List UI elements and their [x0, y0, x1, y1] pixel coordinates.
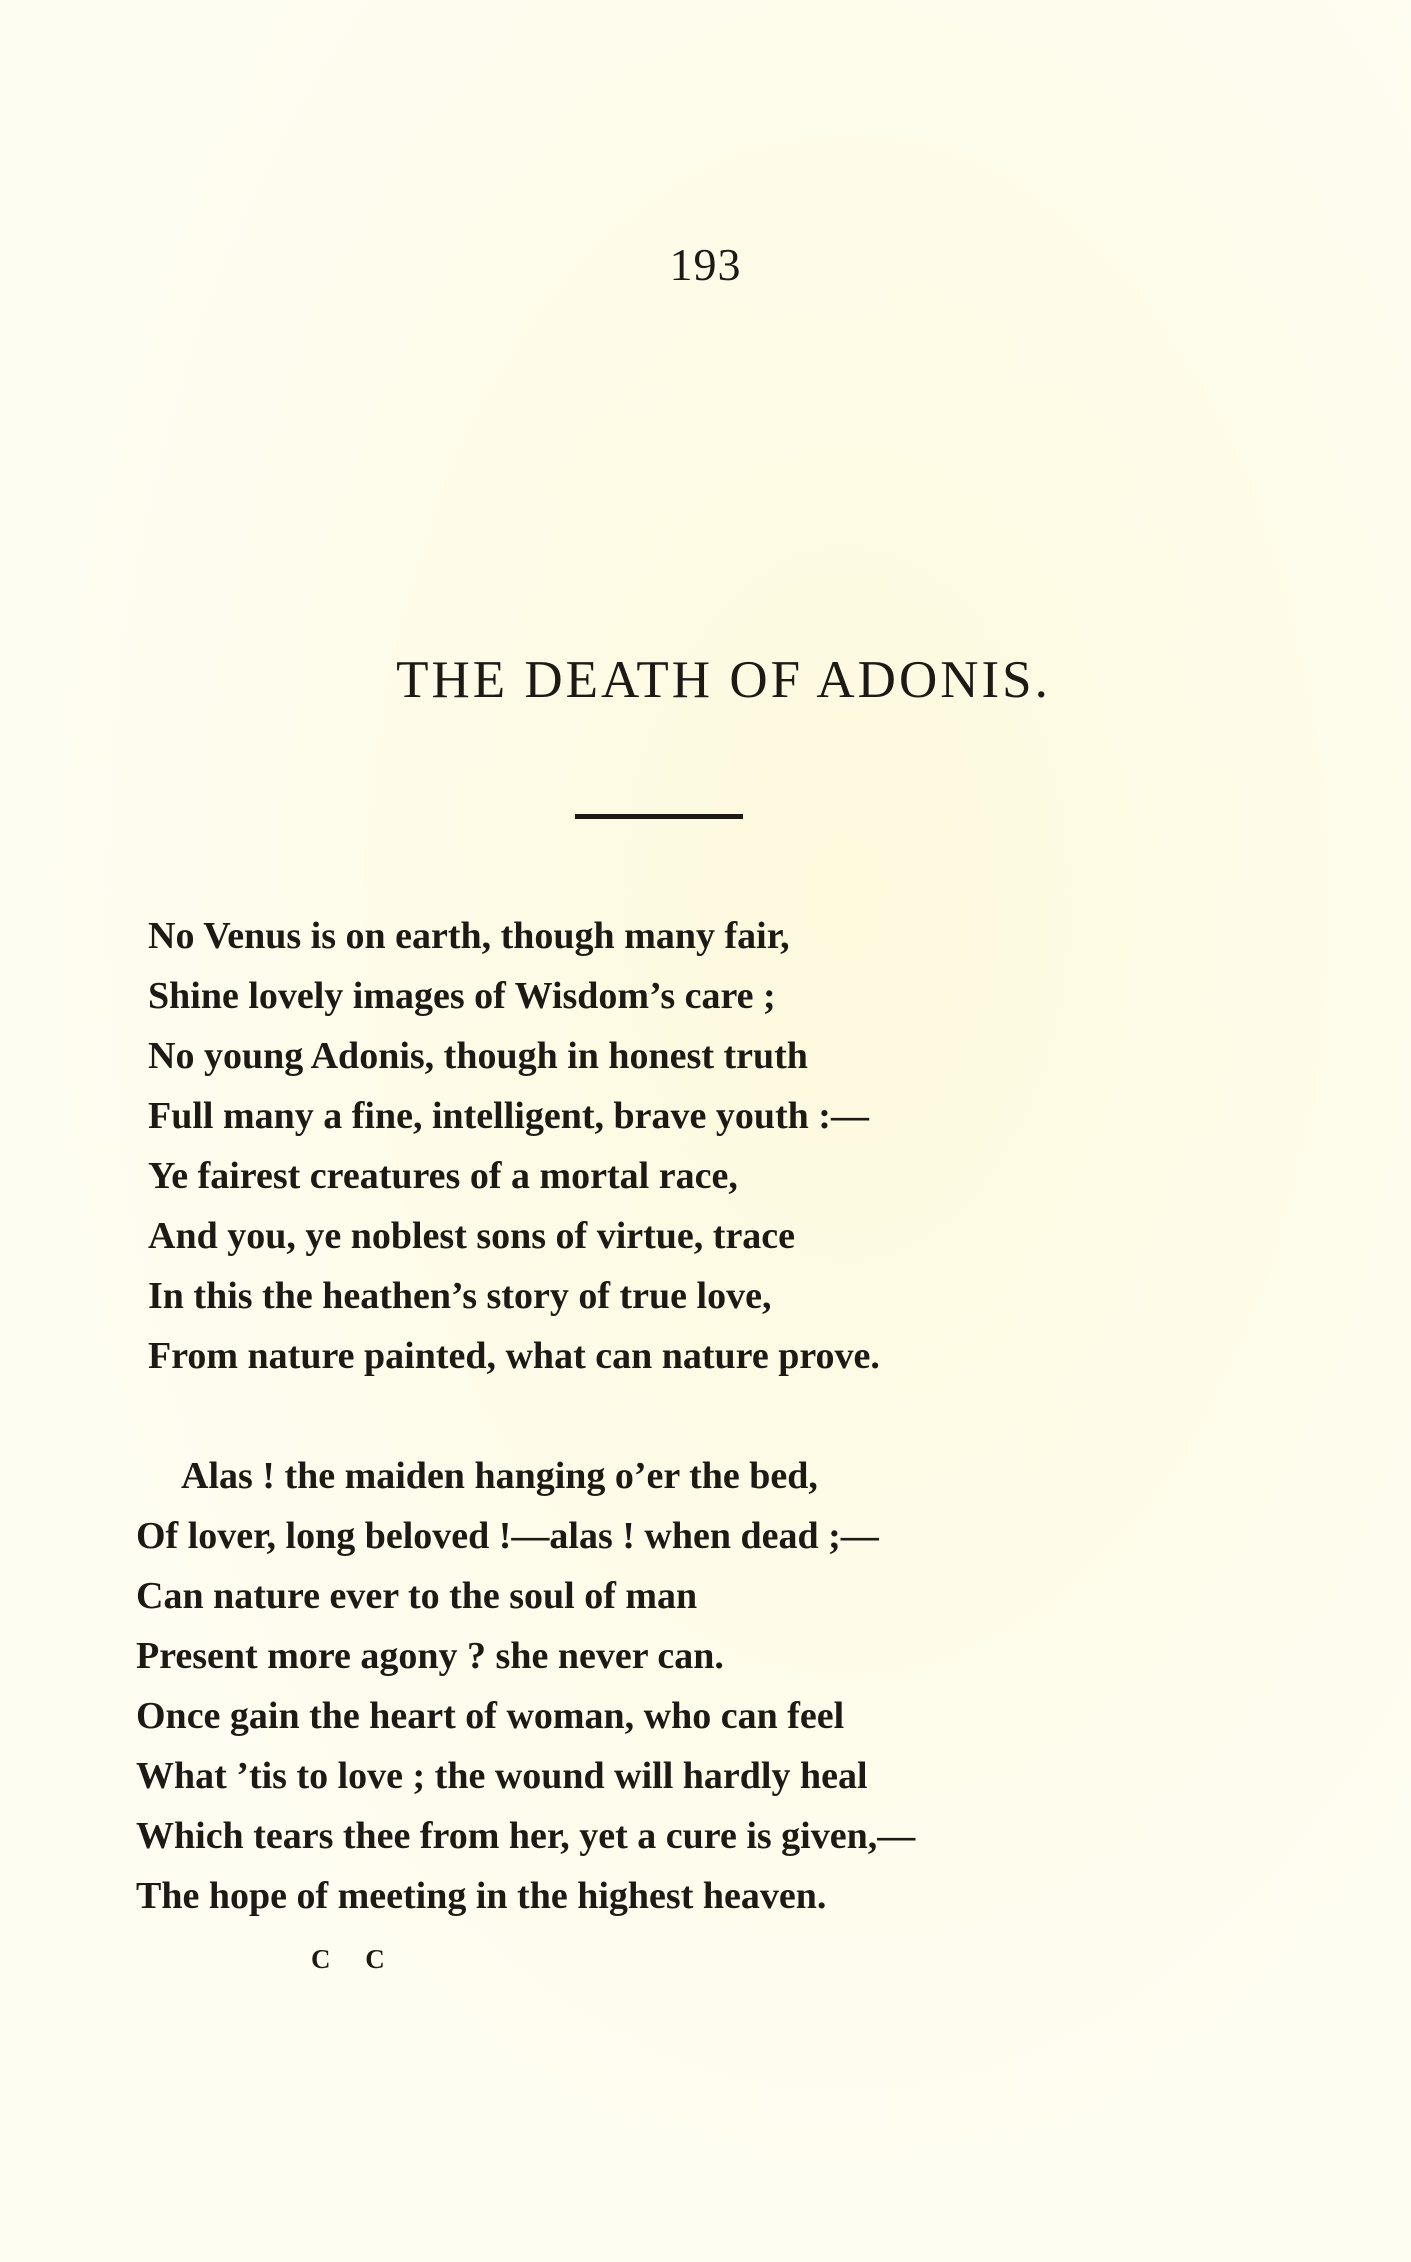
poem-line: Once gain the heart of woman, who can feel — [136, 1695, 845, 1737]
poem-line: Which tears thee from her, yet a cure is given,— — [136, 1815, 916, 1857]
poem-line: And you, ye noblest sons of virtue, trace — [148, 1215, 796, 1257]
poem-title: THE DEATH OF ADONIS. — [396, 651, 1051, 709]
poem-line: Present more agony ? she never can. — [136, 1635, 724, 1677]
poem-line: No Venus is on earth, though many fair, — [148, 915, 790, 957]
poem-line: What ’tis to love ; the wound will hardly heal — [136, 1755, 868, 1797]
title-divider-rule — [575, 814, 743, 819]
poem-line: No young Adonis, though in honest truth — [148, 1035, 808, 1077]
poem-line: Can nature ever to the soul of man — [136, 1575, 698, 1617]
poem-line: Of lover, long beloved !—alas ! when dead ;— — [136, 1515, 879, 1557]
poem-line: Alas ! the maiden hanging o’er the bed, — [181, 1455, 818, 1497]
poem-line: The hope of meeting in the highest heaven. — [136, 1875, 827, 1917]
poem-line: Shine lovely images of Wisdom’s care ; — [148, 975, 776, 1017]
signature-mark: C C — [311, 1944, 399, 1974]
poem-line: Full many a fine, intelligent, brave youth :— — [148, 1095, 869, 1137]
poem-line: From nature painted, what can nature prove. — [148, 1335, 880, 1377]
stanza-1 — [148, 906, 880, 1386]
poem-line: Ye fairest creatures of a mortal race, — [148, 1155, 738, 1197]
stanza-2 — [136, 1446, 915, 1926]
page-number: 193 — [669, 239, 742, 290]
poem-line: In this the heathen’s story of true love, — [148, 1275, 772, 1317]
